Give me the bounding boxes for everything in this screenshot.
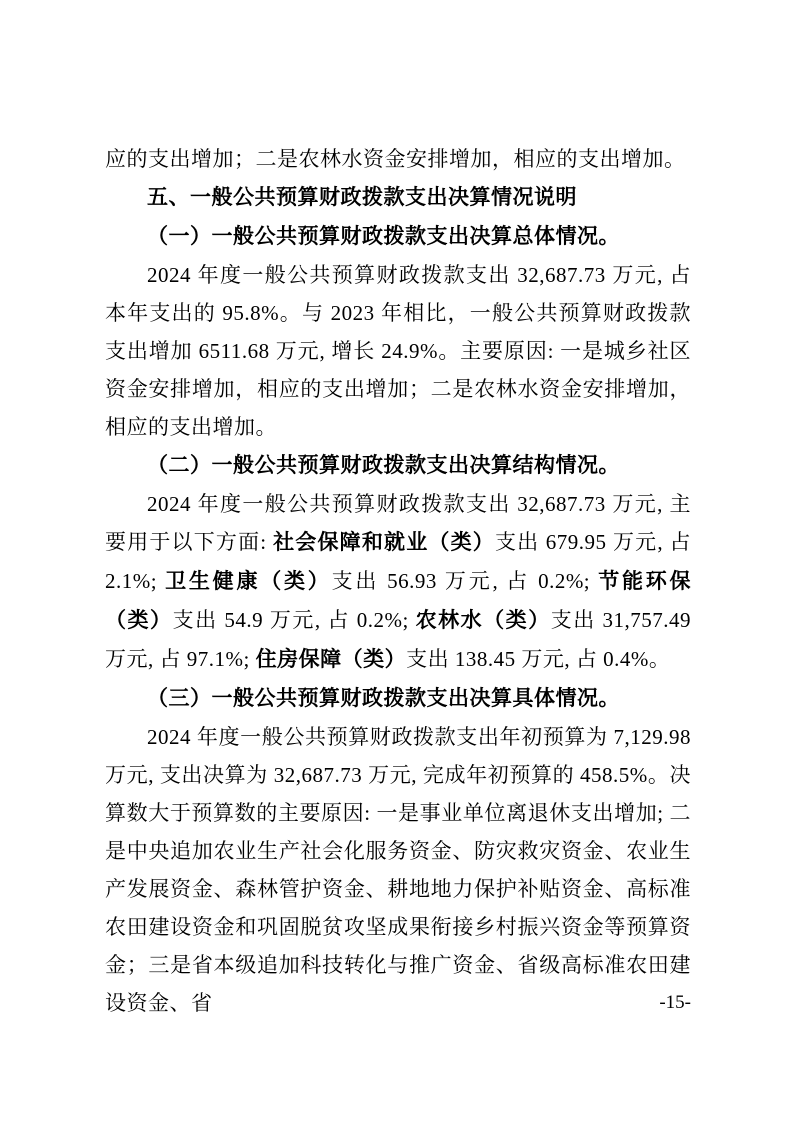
emphasis-text-run: 社会保障和就业（类） — [273, 531, 495, 554]
text-run: 支出 679.95 万元, 占 2.1%; — [105, 530, 692, 593]
document-body — [105, 140, 691, 1022]
text-run: 2024 年度一般公共预算财政拨款支出 32,687.73 万元, 占本年支出的 95.8%。与 2023 年相比，一般公共预算财政拨款支出增加 6511.68 万元, 增长 24.9%。主要原因: 一是城乡社区资金安排增加，相应的支出增加；二是农林水资金安排增加，相应的支出增加。 — [105, 263, 691, 439]
page-number: -15- — [659, 992, 691, 1013]
text-run: 支出 56.93 万元, 占 0.2%; — [331, 569, 599, 593]
subsection-2-paragraph — [105, 485, 691, 679]
subsection-1-paragraph — [105, 256, 691, 446]
emphasis-text-run: 节能环保（类） — [105, 570, 692, 632]
emphasis-text-run: （一）一般公共预算财政拨款支出决算总体情况。 — [147, 225, 620, 248]
text-run: 支出 54.9 万元, 占 0.2%; — [172, 608, 416, 632]
emphasis-text-run: 农林水（类） — [415, 609, 551, 632]
text-run: 2024 年度一般公共预算财政拨款支出 32,687.73 万元, 主要用于以下方面: — [105, 492, 691, 554]
text-run: 2024 年度一般公共预算财政拨款支出年初预算为 7,129.98 万元, 支出决算为 32,687.73 万元, 完成年初预算的 458.5%。决算数大于预算数的主要原因: 一是事业单位离退休支出增加; 二是中央追加农业生产社会化服务资金、防灾救灾资金、农业生产发展资金、森林管护资金、耕地地力保护补贴资金、高标准农田建设资金和巩固脱贫攻坚成果衔接乡村振兴资金等预算资金；三是省本级追加科技转化与推广资金、省级高标准农田建设资金、省 — [105, 725, 691, 1015]
emphasis-text-run: 五、一般公共预算财政拨款支出决算情况说明 — [147, 186, 577, 209]
emphasis-text-run: 卫生健康（类） — [165, 570, 332, 593]
paragraph-continuation-from-previous-page — [105, 140, 691, 178]
emphasis-text-run: 住房保障（类） — [255, 648, 407, 671]
section-5-heading — [105, 178, 691, 217]
subsection-1-heading — [105, 217, 691, 256]
subsection-3-paragraph — [105, 718, 691, 1022]
emphasis-text-run: （二）一般公共预算财政拨款支出决算结构情况。 — [147, 454, 620, 477]
text-run: 支出 138.45 万元, 占 0.4%。 — [406, 647, 671, 671]
text-run: 应的支出增加；二是农林水资金安排增加，相应的支出增加。 — [105, 147, 686, 171]
subsection-3-heading — [105, 679, 691, 718]
subsection-2-heading — [105, 446, 691, 485]
text-run: 支出 31,757.49 万元, 占 97.1%; — [105, 608, 692, 671]
emphasis-text-run: （三）一般公共预算财政拨款支出决算具体情况。 — [147, 687, 620, 710]
